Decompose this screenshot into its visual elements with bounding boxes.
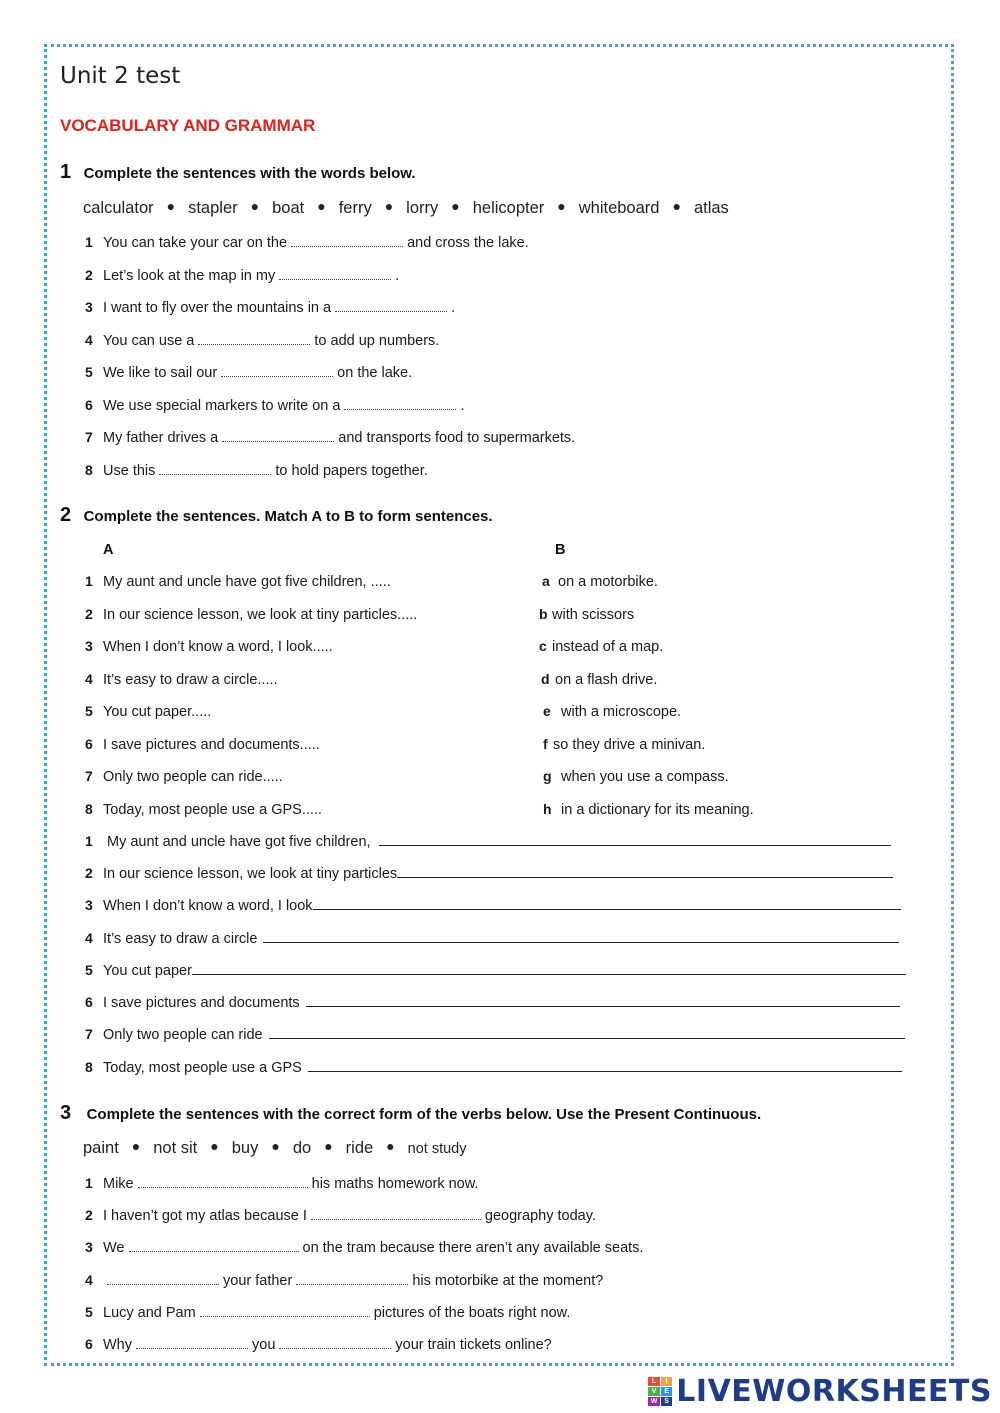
word: not study <box>407 1141 467 1157</box>
a-item: 6 I save pictures and documents..... <box>85 736 320 753</box>
answer-line[interactable] <box>397 865 893 878</box>
write-item: 2 In our science lesson, we look at tiny particles <box>85 865 893 882</box>
page-title: Unit 2 test <box>60 63 181 89</box>
answer-blank[interactable] <box>129 1239 299 1252</box>
a-item: 7 Only two people can ride..... <box>85 768 283 785</box>
b-item: e with a microscope. <box>543 703 682 720</box>
word: ride <box>345 1139 374 1157</box>
logo-badge-icon: L I V E W S <box>648 1377 672 1405</box>
word: lorry <box>406 199 439 217</box>
a-item: 3 When I don’t know a word, I look..... <box>85 638 333 655</box>
word: buy <box>231 1139 259 1157</box>
answer-blank[interactable] <box>311 1207 481 1220</box>
exercise-instruction: Complete the sentences. Match A to B to form sentences. <box>83 508 493 525</box>
exercise-number: 3 <box>60 1102 72 1124</box>
a-item: 1 My aunt and uncle have got five children, ..... <box>85 573 391 590</box>
logo-text: LIVEWORKSHEETS <box>676 1373 992 1409</box>
exercise-instruction: Complete the sentences with the words below. <box>83 165 416 182</box>
ex3-item: 6 Why you your train tickets online? <box>85 1336 552 1353</box>
ex1-item: 4 You can use a to add up numbers. <box>85 332 440 349</box>
exercise-instruction: Complete the sentences with the correct form of the verbs below. Use the Present Continuous. <box>86 1106 762 1123</box>
b-item: b with scissors <box>539 606 635 623</box>
answer-line[interactable] <box>308 1059 902 1072</box>
section-heading: VOCABULARY AND GRAMMAR <box>60 116 316 135</box>
write-item: 7 Only two people can ride <box>85 1026 905 1043</box>
b-item: c instead of a map. <box>539 638 664 655</box>
write-item: 5 You cut paper <box>85 962 906 979</box>
a-item: 2 In our science lesson, we look at tiny particles..... <box>85 606 418 623</box>
answer-blank[interactable] <box>279 1336 391 1349</box>
answer-blank[interactable] <box>200 1304 370 1317</box>
word: calculator <box>83 199 154 217</box>
a-item: 8 Today, most people use a GPS..... <box>85 801 322 818</box>
answer-line[interactable] <box>263 930 899 943</box>
ex1-item: 5 We like to sail our on the lake. <box>85 364 413 381</box>
answer-line[interactable] <box>313 897 901 910</box>
word: not sit <box>153 1139 198 1157</box>
answer-blank[interactable] <box>222 429 334 442</box>
b-item: d on a flash drive. <box>541 671 658 688</box>
word: atlas <box>693 199 729 217</box>
ex3-item: 3 We on the tram because there aren’t any available seats. <box>85 1239 644 1256</box>
answer-blank[interactable] <box>296 1272 408 1285</box>
ex1-item: 7 My father drives a and transports food to supermarkets. <box>85 429 576 446</box>
exercise-number: 1 <box>60 161 72 183</box>
ex3-item: 1 Mike his maths homework now. <box>85 1175 479 1192</box>
ex1-item: 2 Let’s look at the map in my . <box>85 267 400 284</box>
write-item: 6 I save pictures and documents <box>85 994 900 1011</box>
answer-blank[interactable] <box>107 1272 219 1285</box>
write-item: 8 Today, most people use a GPS <box>85 1059 902 1076</box>
ex1-item: 6 We use special markers to write on a . <box>85 397 465 414</box>
b-item: h in a dictionary for its meaning. <box>543 801 754 818</box>
answer-blank[interactable] <box>291 234 403 247</box>
answer-line[interactable] <box>269 1026 905 1039</box>
word: boat <box>272 199 305 217</box>
answer-blank[interactable] <box>136 1336 248 1349</box>
liveworksheets-logo[interactable] <box>648 1374 992 1408</box>
word-bank-3: paint ● not sit ● buy ● do ● ride ● not study <box>83 1138 467 1157</box>
exercise-1-header <box>60 161 416 184</box>
a-item: 5 You cut paper..... <box>85 703 212 720</box>
ex3-item: 2 I haven’t got my atlas because I geography today. <box>85 1207 596 1224</box>
answer-line[interactable] <box>306 994 900 1007</box>
word: helicopter <box>472 199 545 217</box>
word: paint <box>83 1139 119 1157</box>
ex1-item: 1 You can take your car on the and cross the lake. <box>85 234 529 251</box>
answer-blank[interactable] <box>138 1175 308 1188</box>
b-item: f so they drive a minivan. <box>543 736 706 753</box>
write-item: 4 It’s easy to draw a circle <box>85 930 899 947</box>
b-item: g when you use a compass. <box>543 768 729 785</box>
answer-blank[interactable] <box>335 299 447 312</box>
ex3-item: 5 Lucy and Pam pictures of the boats right now. <box>85 1304 571 1321</box>
answer-blank[interactable] <box>221 364 333 377</box>
answer-blank[interactable] <box>198 332 310 345</box>
column-b-heading: B <box>555 542 566 558</box>
answer-blank[interactable] <box>159 462 271 475</box>
column-a-heading: A <box>103 542 114 558</box>
word: whiteboard <box>578 199 660 217</box>
b-item: a on a motorbike. <box>542 573 658 590</box>
write-item: 3 When I don’t know a word, I look <box>85 897 901 914</box>
word: stapler <box>188 199 238 217</box>
answer-line[interactable] <box>192 962 906 975</box>
answer-line[interactable] <box>379 833 891 846</box>
ex1-item: 8 Use this to hold papers together. <box>85 462 428 479</box>
answer-blank[interactable] <box>344 397 456 410</box>
answer-blank[interactable] <box>279 267 391 280</box>
word-bank-1: calculator ● stapler ● boat ● ferry ● lorry ● helicopter ● whiteboard ● atlas <box>83 198 729 217</box>
ex3-item: 4 your father his motorbike at the moment? <box>85 1272 604 1289</box>
write-item: 1 My aunt and uncle have got five children, <box>85 833 891 850</box>
word: do <box>292 1139 312 1157</box>
a-item: 4 It’s easy to draw a circle..... <box>85 671 278 688</box>
word: ferry <box>338 199 372 217</box>
exercise-3-header <box>60 1102 761 1125</box>
ex1-item: 3 I want to fly over the mountains in a . <box>85 299 456 316</box>
exercise-2-header <box>60 504 493 527</box>
exercise-number: 2 <box>60 504 72 526</box>
